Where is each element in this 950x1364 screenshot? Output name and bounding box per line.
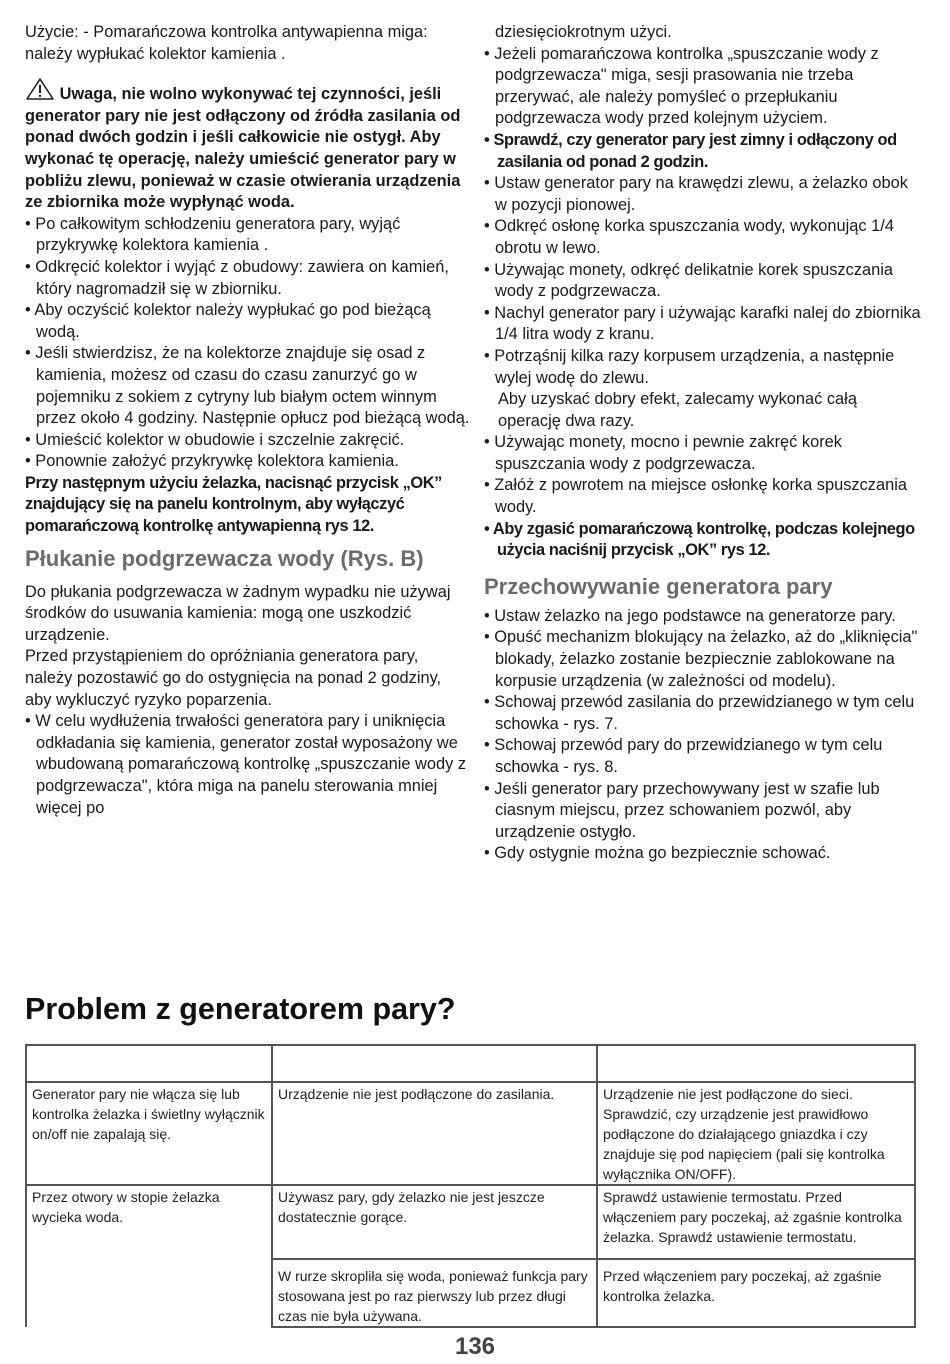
table-row — [26, 1082, 915, 1185]
right-column — [484, 22, 924, 865]
intro-text: Użycie: - Pomarańczowa kontrolka antywapienna miga: należy wypłukać kolektor kamienia . — [25, 23, 428, 63]
list-item: • Odkręć osłonę korka spuszczania wody, wykonując 1/4 obrotu w lewo. — [484, 217, 894, 257]
heading-storage: Przechowywanie generatora pary — [484, 573, 833, 599]
list-item: • Ponownie założyć przykrywkę kolektora kamienia. — [25, 452, 399, 471]
problem-cell: Przez otwory w stopie żelazka wycieka woda. — [26, 1185, 272, 1327]
list-item: • Ustaw generator pary na krawędzi zlewu, a żelazko obok w pozycji pionowej. — [484, 174, 908, 214]
list-item: • Umieścić kolektor w obudowie i szczelnie zakręcić. — [25, 430, 405, 449]
warning-text: Uwaga, nie wolno wykonywać tej czynności, jeśli generator pary nie jest odłączony od źródła zasilania od ponad dwóch godzin i jeśli całkowicie nie ostygł. Aby wykonać tę operację, należy umieścić generator pary w pobliżu zlewu, ponieważ w czasie otwierania urządzenia ze zbiornika może wypłynąć woda. — [25, 85, 461, 212]
list-item: • Jeśli stwierdzisz, że na kolektorze znajduje się osad z kamienia, możesz od czasu do czasu zanurzyć go w pojemniku z sokiem z cytryny lub białym octem winnym przez około 4 godziny. Następnie opłucz pod bieżącą wodą. — [25, 344, 470, 428]
list-item: • Potrząśnij kilka razy korpusem urządzenia, a następnie wylej wodę do zlewu. — [484, 346, 895, 387]
continuation-text: dziesięciokrotnym użyci. — [495, 23, 672, 41]
heading-rinse: Płukanie podgrzewacza wody (Rys. B) — [25, 545, 424, 571]
list-item: • Używając monety, odkręć delikatnie korek spuszczania wody z podgrzewacza. — [484, 260, 894, 301]
troubleshooting-table — [25, 1044, 916, 1328]
table-row — [26, 1185, 915, 1259]
page-number: 136 — [454, 1333, 496, 1360]
warning-block — [25, 77, 470, 214]
header-cell — [272, 1045, 597, 1082]
list-item: • Odkręcić kolektor i wyjąć z obudowy: zawiera on kamień, który nagromadził się w zbiorniku. — [25, 257, 449, 298]
highlight-check: • Sprawdź, czy generator pary jest zimny i odłączony od zasilania od ponad 2 godzin. — [484, 130, 897, 171]
solution-cell: Urządzenie nie jest podłączone do sieci. Sprawdzić, czy urządzenie jest prawidłowo podłączone do działającego gniazdka i czy znajduje się pod napięciem (pali się kontrolka wyłącznika ON/OFF). — [597, 1082, 915, 1185]
solution-cell: Przed włączeniem pary poczekaj, aż zgaśnie kontrolka żelazka. — [597, 1259, 915, 1327]
paragraph: Do płukania podgrzewacza w żadnym wypadku nie używaj środków do usuwania kamienia: mogą one uszkodzić urządzenie. — [25, 582, 451, 644]
problem-cell: Generator pary nie włącza się lub kontrolka żelazka i świetlny wyłącznik on/off nie zapalają się. — [26, 1082, 272, 1185]
header-cell — [26, 1045, 272, 1082]
highlight-note: Przy następnym użyciu żelazka, nacisnąć przycisk „OK” znajdujący się na panelu kontrolnym, aby wyłączyć pomarańczową kontrolkę antywapienną rys 12. — [25, 473, 442, 536]
advice-text: Aby uzyskać dobry efekt, zalecamy wykonać całą operację dwa razy. — [498, 390, 857, 430]
page-title: Problem z generatorem pary? — [25, 992, 456, 1026]
list-item: • W celu wydłużenia trwałości generatora pary i uniknięcia odkładania się kamienia, generator został wyposażony we wbudowaną pomarańczową kontrolkę „spuszczanie wody z podgrzewacza", która miga na panelu sterowania mniej więcej po — [25, 712, 467, 817]
list-item: • Nachyl generator pary i używając karafki nalej do zbiornika 1/4 litra wody z kranu. — [484, 303, 921, 344]
list-item: • Po całkowitym schłodzeniu generatora pary, wyjąć przykrywkę kolektora kamienia . — [25, 214, 401, 255]
cause-cell: Używasz pary, gdy żelazko nie jest jeszcze dostatecznie gorące. — [272, 1185, 597, 1259]
cause-cell: W rurze skropliła się woda, ponieważ funkcja pary stosowana jest po raz pierwszy lub przez długi czas nie była używana. — [272, 1259, 597, 1327]
list-item: • Jeżeli pomarańczowa kontrolka „spuszczanie wody z podgrzewacza" miga, sesji prasowania nie trzeba przerywać, ale należy pomyśleć o przepłukaniu podgrzewacza wody przed kolejnym użyciem. — [484, 44, 879, 128]
list-item: • Załóż z powrotem na miejsce osłonkę korka spuszczania wody. — [484, 476, 907, 517]
list-item: • Schowaj przewód zasilania do przewidzianego w tym celu schowka - rys. 7. — [484, 693, 915, 733]
list-item: • Używając monety, mocno i pewnie zakręć korek spuszczania wody z podgrzewacza. — [484, 433, 842, 473]
cause-cell: Urządzenie nie jest podłączone do zasilania. — [272, 1082, 597, 1185]
list-item: • Jeśli generator pary przechowywany jest w szafie lub ciasnym miejscu, przez schowaniem pozwól, aby urządzenie ostygło. — [484, 779, 880, 841]
table-header-row — [26, 1045, 915, 1082]
paragraph: Przed przystąpieniem do opróżniania generatora pary, należy pozostawić go do ostygnięcia na ponad 2 godziny, aby wykluczyć ryzyko poparzenia. — [25, 647, 442, 709]
highlight-ok: • Aby zgasić pomarańczową kontrolkę, podczas kolejnego użycia naciśnij przycisk „OK” rys 12. — [484, 519, 915, 560]
list-item: • Aby oczyścić kolektor należy wypłukać go pod bieżącą wodą. — [25, 301, 431, 341]
list-item: • Ustaw żelazko na jego podstawce na generatorze pary. — [484, 606, 896, 625]
list-item: • Opuść mechanizm blokujący na żelazko, aż do „kliknięcia" blokady, żelazko zostanie bezpiecznie zablokowane na korpusie urządzenia (w zależności od modelu). — [484, 628, 918, 690]
warning-triangle-icon — [25, 77, 55, 101]
left-column — [25, 22, 470, 819]
list-item: • Schowaj przewód pary do przewidzianego w tym celu schowka - rys. 8. — [484, 736, 883, 776]
list-item: • Gdy ostygnie można go bezpiecznie schować. — [484, 844, 831, 863]
header-cell — [597, 1045, 915, 1082]
solution-cell: Sprawdź ustawienie termostatu. Przed włączeniem pary poczekaj, aż zgaśnie kontrolka żelazka. Sprawdź ustawienie termostatu. — [597, 1185, 915, 1259]
